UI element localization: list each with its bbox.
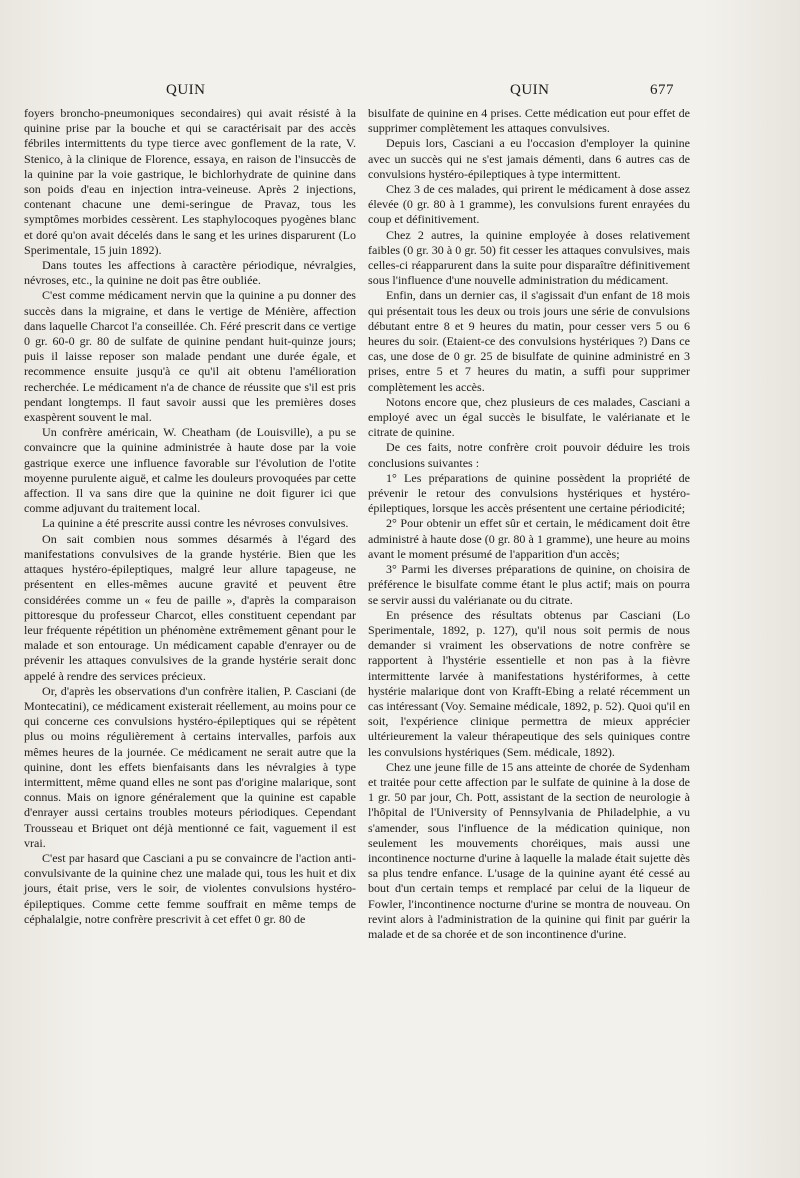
paragraph: C'est comme médicament nervin que la quinine a pu donner des succès dans la migraine, et dans le vertige de Ménière, affection dans laquelle Charcot l'a conseillée. Ch. Féré prescrit dans ce vertige 0 gr. 60-0 gr. 80 de sulfate de quinine pendant huit-quinze jours; puis il laisse reposer son malade pendant une durée égale, et recommence ensuite jusqu'à ce qu'il ait obtenu l'amélioration recherchée. Le médicament n'a de chance de réussite que s'il est pris pendant longtemps. Il faut savoir aussi que les premières doses exaspèrent souvent le mal. xyxy=(24,288,356,425)
paragraph: Chez une jeune fille de 15 ans atteinte de chorée de Sydenham et traitée pour cette affection par le sulfate de quinine à la dose de 1 gr. 50 par jour, Ch. Pott, assistant de la section de neurologie à l'hôpital de l'University of Pennsylvania de Philadelphie, a vu s'amender, sous l'influence de la médication quinique, non seulement les mouvements choréiques, mais aussi une incontinence nocturne d'urine à laquelle la malade était sujette dès sa plus tendre enfance. L'usage de la quinine ayant été cessé au bout d'un certain temps et remplacé par celui de la liqueur de Fowler, l'incontinence nocturne d'urine se montra de nouveau. On revint alors à l'administration de la quinine qui finit par guérir la malade et de sa chorée et de son incontinence d'urine. xyxy=(368,759,690,941)
left-column xyxy=(24,106,356,927)
paragraph: Depuis lors, Casciani a eu l'occasion d'employer la quinine avec un succès qui ne s'est jamais démenti, dans 6 autres cas de convulsions hystéro-épileptiques à type intermittent. xyxy=(368,136,690,181)
paragraph: Un confrère américain, W. Cheatham (de Louisville), a pu se convaincre que la quinine administrée à haute dose par la voie gastrique exerce une influence favorable sur l'évolution de l'otite moyenne purulente aiguë, et calme les douleurs provoquées par cette affection. Il va sans dire que la quinine ne doit figurer ici que comme adjuvant du traitement local. xyxy=(24,425,356,516)
paragraph: foyers broncho-pneumoniques secondaires) qui avait résisté à la quinine prise par la bouche et qui se caractérisait par des accès fébriles intermittents du type tierce avec gonflement de la rate, V. Stenico, à la clinique de Florence, essaya, en raison de l'insuccès de la quinine par la voie gastrique, le bichlorhydrate de quinine dans son poids d'eau en injection intra-veineuse. Après 2 injections, contenant chacune une demi-seringue de Pravaz, tous les symptômes morbides cessèrent. Les staphylocoques pyogènes blanc et doré qu'on avait décelés dans le sang et les urines disparurent (Lo Sperimentale, 15 juin 1892). xyxy=(24,106,356,257)
paragraph: De ces faits, notre confrère croit pouvoir déduire les trois conclusions suivantes : xyxy=(368,440,690,470)
paragraph: Notons encore que, chez plusieurs de ces malades, Casciani a employé avec un égal succès le bisulfate, le valérianate et le citrate de quinine. xyxy=(368,394,690,440)
left-running-title: QUIN xyxy=(166,82,206,98)
paragraph: Chez 2 autres, la quinine employée à doses relativement faibles (0 gr. 30 à 0 gr. 50) fit cesser les attaques convulsives, mais celles-ci réapparurent dans la suite pour disparaître définitivement sous l'influence d'une nouvelle administration du médicament. xyxy=(368,227,690,288)
paragraph: Or, d'après les observations d'un confrère italien, P. Casciani (de Montecatini), ce médicament existerait réellement, au moins pour ce qui concerne ces convulsions hystéro-épileptiques qui se répètent plus ou moins régulièrement à certains intervalles, parfois aux mêmes heures de la journée. Ce médicament ne serait autre que la quinine, dont les effets bienfaisants dans les névralgies à type intermittent, même quand elles ne sont pas d'origine malarique, sont connus. Mais on ignore généralement que la quinine est capable d'enrayer aussi certains troubles moteurs périodiques. Cependant Trousseau et Briquet ont déjà mentionné ce fait, vaguement il est vrai. xyxy=(24,683,356,850)
paragraph: C'est par hasard que Casciani a pu se convaincre de l'action anti-convulsivante de la quinine chez une malade qui, tous les huit et dix jours, était prise, vers le soir, de violentes convulsions hystéro-épileptiques. Comme cette femme souffrait en même temps de céphalalgie, notre confrère prescrivit à cet effet 0 gr. 80 de xyxy=(24,850,356,926)
running-header xyxy=(0,82,800,102)
paragraph: 3° Parmi les diverses préparations de quinine, on choisira de préférence le bisulfate comme étant le plus actif; mais on pourra se servir aussi du valérianate ou du citrate. xyxy=(368,562,690,607)
paragraph: bisulfate de quinine en 4 prises. Cette médication eut pour effet de supprimer complètement les attaques convulsives. xyxy=(368,106,690,136)
paragraph: En présence des résultats obtenus par Casciani (Lo Sperimentale, 1892, p. 127), qu'il nous soit permis de nous demander si vraiment les observations de notre confrère se rapportent à l'hystérie essentielle et non pas à la fièvre intermittente larvée à manifestations hystériformes, à cette hystérie malarique dont von Krafft-Ebing a relaté récemment un cas intéressant (Voy. Semaine médicale, 1892, p. 52). Quoi qu'il en soit, l'expérience clinique permettra de mieux apprécier ultérieurement la valeur thérapeutique des sels quiniques contre les convulsions hystériques (Sem. médicale, 1892). xyxy=(368,607,691,759)
paragraph: Enfin, dans un dernier cas, il s'agissait d'un enfant de 18 mois qui présentait tous les deux ou trois jours une série de convulsions débutant entre 8 et 9 heures du matin, pour cesser vers 5 ou 6 heures du soir. (Etaient-ce des convulsions hystériques ?) Dans ce cas, une dose de 0 gr. 25 de bisulfate de quinine administré en 3 prises, entre 5 et 7 heures du matin, a suffi pour supprimer complètement les accès. xyxy=(368,288,690,394)
paragraph: On sait combien nous sommes désarmés à l'égard des manifestations convulsives de la grande hystérie. Bien que les attaques hystéro-épileptiques, malgré leur allure tapageuse, ne présentent en elles-mêmes aucune gravité et peuvent être considérées comme un « feu de paille », d'après la comparaison pittoresque du professeur Charcot, elles constituent cependant par leur fréquente répétition un phénomène extrêmement gênant pour le malade et son entourage. Un médicament capable d'enrayer ou de prévenir les attaques convulsives de la grande hystérie serait donc appelé à rendre des services précieux. xyxy=(24,531,356,683)
paragraph: 1° Les préparations de quinine possèdent la propriété de prévenir le retour des convulsions hystériques et hystéro-épileptiques, lorsque les accès présentent une certaine périodicité; xyxy=(368,470,690,516)
paragraph: Chez 3 de ces malades, qui prirent le médicament à dose assez élevée (0 gr. 80 à 1 gramme), les convulsions furent enrayées du coup et définitivement. xyxy=(368,182,690,227)
paragraph: Dans toutes les affections à caractère périodique, névralgies, névroses, etc., la quinine ne doit pas être oubliée. xyxy=(24,258,356,288)
page-number: 677 xyxy=(650,82,674,98)
paragraph: 2° Pour obtenir un effet sûr et certain, le médicament doit être administré à haute dose (0 gr. 80 à 1 gramme), une heure au moins avant le moment présumé de l'apparition d'un accès; xyxy=(368,516,690,561)
right-column xyxy=(368,106,690,942)
right-running-title: QUIN xyxy=(510,82,550,98)
paragraph: La quinine a été prescrite aussi contre les névroses convulsives. xyxy=(42,516,349,531)
